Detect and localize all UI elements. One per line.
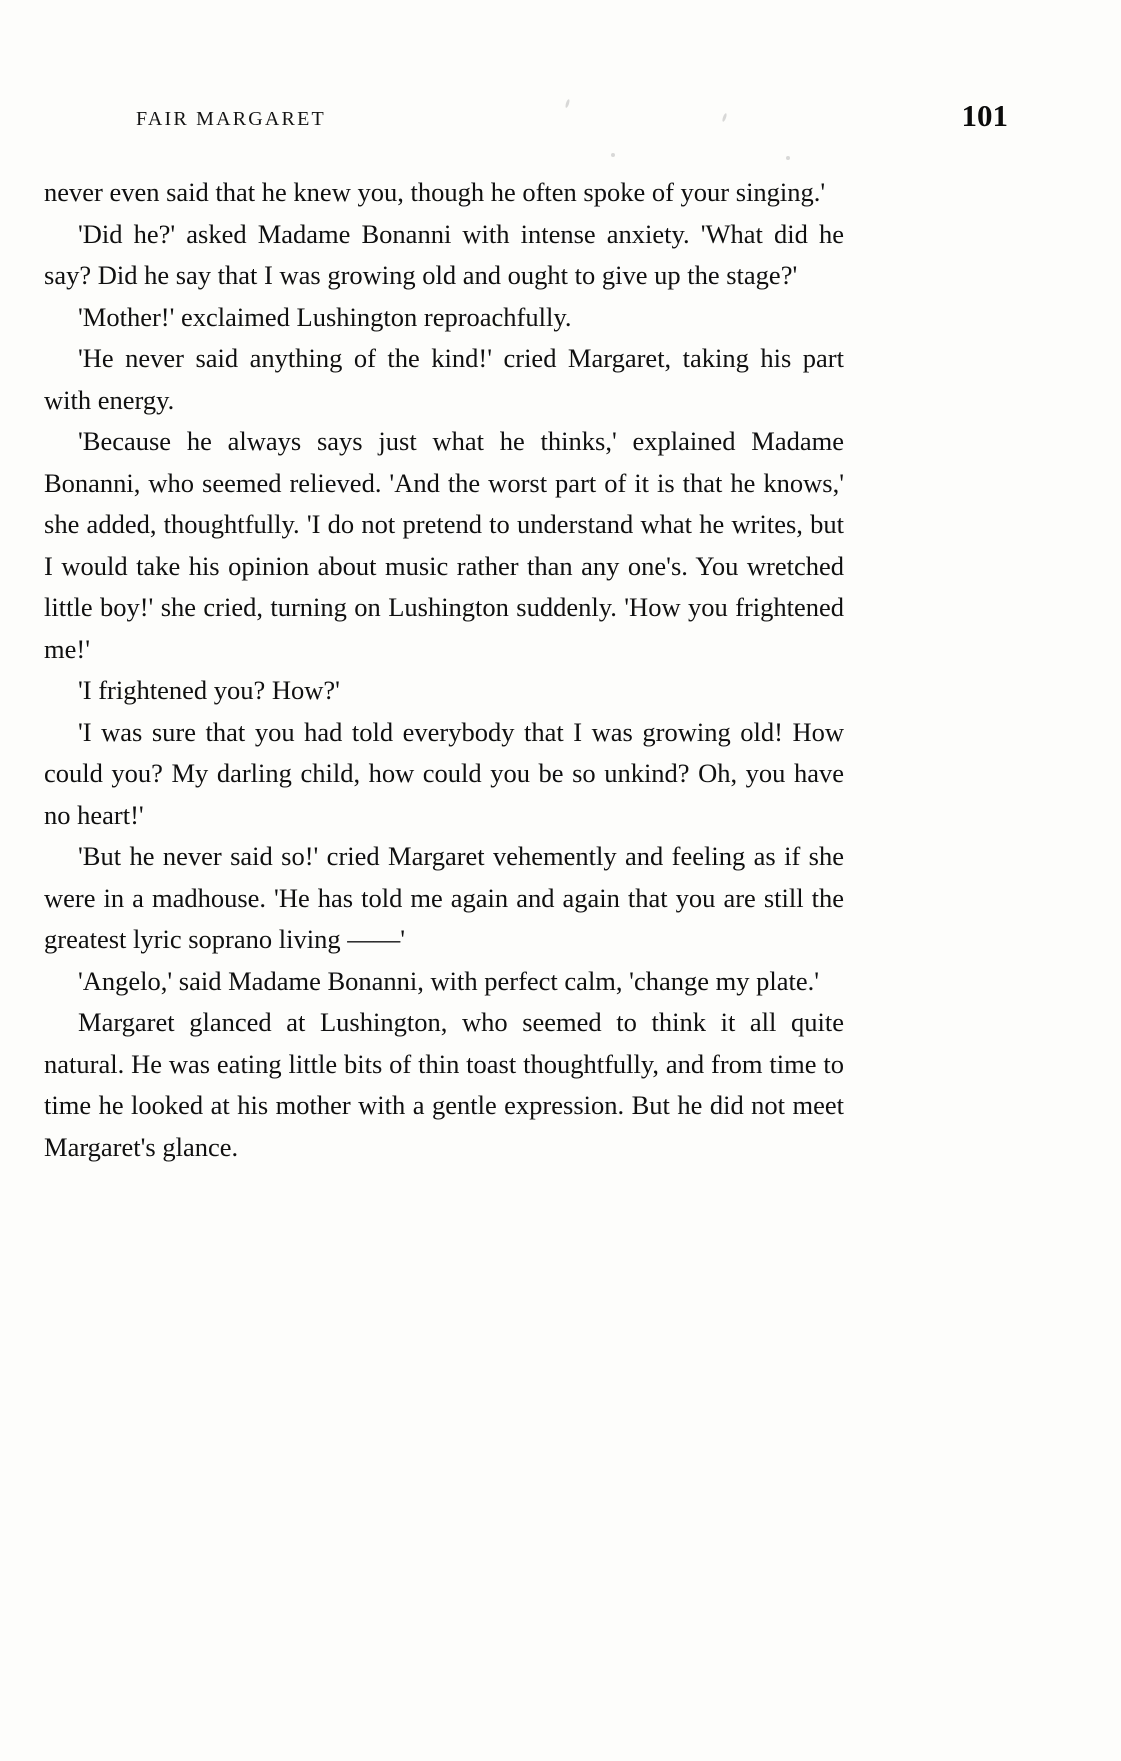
print-speck — [611, 153, 615, 157]
paragraph: 'Angelo,' said Madame Bonanni, with perfect calm, 'change my plate.' — [78, 965, 819, 996]
running-head: FAIR MARGARET — [136, 108, 326, 130]
paragraph: 'But he never said so!' cried Margaret vehemently and feeling as if she were in a madhouse. 'He has told me again and again that you are still the greatest lyric soprano living ——' — [44, 841, 844, 954]
paragraph: never even said that he knew you, though he often spoke of your singing.' — [44, 177, 826, 207]
paragraph: 'I frightened you? How?' — [78, 675, 340, 705]
print-speck — [786, 156, 790, 160]
paragraph: 'I was sure that you had told everybody that I was growing old! How could you? My darling child, how could you be so unkind? Oh, you have no heart!' — [44, 716, 844, 830]
paragraph: 'Because he always says just what he thinks,' explained Madame Bonanni, who seemed relieved. 'And the worst part of it is that he knows,' she added, thoughtfully. 'I do not pretend to understand what he writes, but I would take his opinion about music rather than any one's. You wretched little boy!' she cried, turning on Lushington suddenly. 'How you frightened me!' — [44, 426, 844, 664]
paragraph: Margaret glanced at Lushington, who seemed to think it all quite natural. He was eating little bits of thin toast thoughtfully, and from time to time he looked at his mother with a gentle expression. But he did not meet Margaret's glance. — [44, 1007, 844, 1162]
page-header — [118, 98, 1008, 138]
page-body — [44, 172, 844, 1168]
paragraph: 'He never said anything of the kind!' cried Margaret, taking his part with energy. — [44, 343, 844, 415]
paragraph: 'Mother!' exclaimed Lushington reproachfully. — [78, 301, 572, 332]
page-number: 101 — [961, 98, 1008, 133]
paragraph: 'Did he?' asked Madame Bonanni with intense anxiety. 'What did he say? Did he say that I was growing old and ought to give up the stage?' — [44, 218, 844, 290]
